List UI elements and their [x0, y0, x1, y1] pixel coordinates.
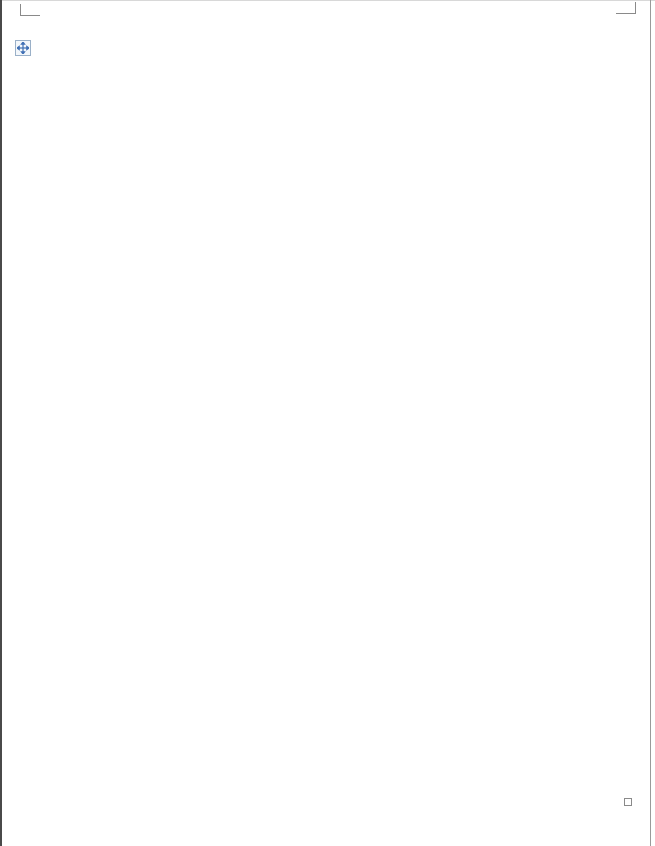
page-left-edge [0, 0, 2, 846]
page-right-edge [650, 0, 651, 846]
margin-corner-mark-top-right [616, 2, 636, 14]
margin-corner-mark-top-left [20, 4, 40, 16]
page-top-edge [0, 0, 655, 1]
table-resize-handle[interactable] [624, 798, 632, 806]
move-icon [17, 42, 29, 54]
document-title[interactable] [42, 20, 43, 37]
table-move-handle[interactable] [15, 40, 31, 56]
